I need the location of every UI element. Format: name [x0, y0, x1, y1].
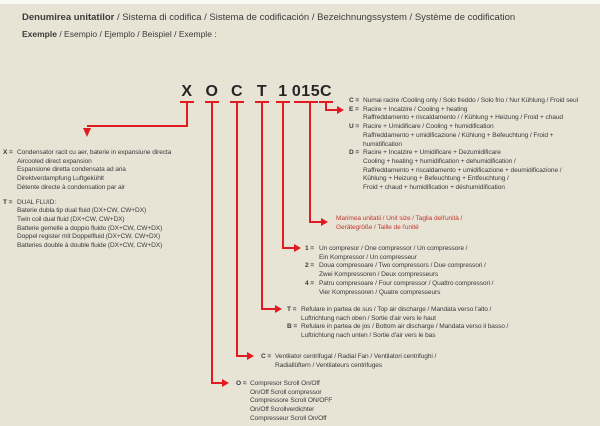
o-connector-horizontal — [211, 382, 222, 384]
discharge-connector-vertical — [261, 101, 263, 310]
fan-connector-vertical — [236, 101, 238, 357]
text-line: Patru compresoare / Four compressor / Quattro compressori / — [319, 279, 494, 287]
text-line: Batteries double à double fluide (DX+CW, CW+DX) — [17, 242, 163, 250]
legend-entry-scroll-o — [236, 380, 332, 424]
legend-lines — [301, 323, 508, 340]
legend-lines — [250, 380, 332, 424]
legend-coil-type — [3, 149, 171, 251]
text-line: Un compresor / One compressor / Un compressore / — [319, 245, 468, 252]
discharge-connector-horizontal — [261, 308, 275, 310]
code-char-compressor-count: 1 — [278, 83, 288, 100]
x-connector-horizontal — [87, 125, 188, 127]
text-line: On/Off Scroll compressor — [250, 388, 322, 396]
text-line: humidification — [363, 140, 402, 148]
legend-key: T = — [3, 198, 13, 206]
text-line: Refulare in partea de sus / Top air discharge / Mandata verso l'alto / — [301, 306, 492, 313]
code-char-air-discharge: T — [256, 83, 268, 100]
fan-connector-arrow-icon — [247, 352, 254, 360]
text-line: Racire + Incalzire / Cooling + heating — [363, 105, 468, 113]
x-connector-vertical — [186, 101, 188, 127]
count-connector-arrow-icon — [294, 244, 301, 252]
code-char-fan-type: C — [230, 83, 244, 100]
text-line: Luftrichtung nach oben / Sortie d'air vers le haut — [301, 314, 436, 322]
count-connector-horizontal — [282, 247, 294, 249]
text-line: Raffreddamento + riscaldamento / / Kühlung + Heizung / Froid + chaud — [363, 114, 563, 122]
text-line: Marimea unitatii / Unit size / Taglia dell'unità / — [336, 215, 463, 222]
legend-lines — [363, 123, 553, 149]
legend-unit-size — [336, 215, 462, 232]
text-line: Racire + Umidificare / Cooling + humidification — [363, 123, 494, 131]
legend-lines — [319, 280, 493, 297]
text-line: Condensator racit cu aer, baterie in expansiune directa — [17, 149, 172, 156]
legend-fan-type — [261, 353, 436, 370]
discharge-connector-arrow-icon — [275, 305, 282, 313]
legend-compressor-count — [305, 245, 493, 297]
text-line: Gerätegröße / Taille de l'unité — [336, 223, 419, 231]
text-line: Raffreddamento + umidificazione / Kühlung + Befeuchtung / Froid + — [363, 131, 554, 139]
text-line: Zwei Kompressoren / Deux compresseurs — [319, 271, 439, 279]
page-title-primary: Denumirea unitatilor — [22, 12, 115, 23]
legend-key: B = — [287, 323, 298, 331]
legend-key: 1 = — [305, 245, 315, 252]
text-line: Kühlung + Heizung + Befeuchtung + Entfeuchtung / — [363, 175, 509, 183]
text-line: Doppel register mit Doppelfluid (DX+CW, CW+DX) — [17, 233, 161, 241]
legend-key: 4 = — [305, 279, 315, 287]
legend-entry-mode-d — [349, 149, 578, 193]
code-char-operating-mode: C — [319, 83, 333, 100]
mode-connector-arrow-icon — [337, 106, 344, 114]
legend-key: T = — [287, 306, 297, 313]
example-caption-primary: Exemple — [22, 29, 57, 39]
legend-lines — [301, 306, 491, 323]
legend-lines — [319, 245, 467, 262]
text-line: Compresseur Scroll On/Off — [250, 414, 327, 422]
text-line: Baterie dubla tip dual fluid (DX+CW, CW+DX) — [17, 207, 147, 215]
legend-entry-x — [3, 149, 171, 193]
text-line: Luftrichtung nach unten / Sortie d'air vers le bas — [301, 332, 436, 340]
size-connector-horizontal — [309, 221, 321, 223]
legend-lines — [17, 199, 162, 251]
text-line: Refulare in partea de jos / Bottom air discharge / Mandata verso il basso / — [301, 323, 509, 331]
legend-entry-count-4 — [305, 280, 493, 297]
text-line: Radiallüftern / Ventilateurs centrifuges — [275, 361, 383, 369]
text-line: Vier Kompressoren / Quatre compresseurs — [319, 288, 441, 296]
text-line: Direktverdampfung Luftgekühlt — [17, 175, 104, 183]
text-line: On/Off Scrollverdichter — [250, 406, 315, 414]
legend-lines — [363, 149, 562, 193]
legend-entry-discharge-bottom — [287, 323, 508, 340]
legend-key: O = — [236, 380, 247, 387]
o-connector-arrow-icon — [222, 379, 229, 387]
text-line: Twin coil dual fluid (DX+CW, CW+DX) — [17, 215, 125, 223]
x-connector-arrow-icon — [83, 128, 91, 137]
text-line: Froid + chaud + humidification + déshumidification — [363, 184, 505, 192]
fan-connector-horizontal — [236, 355, 247, 357]
text-line: Raffreddamento + riscaldamento + umidificazione + deumidificazione / — [363, 166, 562, 174]
legend-lines — [363, 97, 578, 106]
legend-key: C = — [349, 97, 360, 104]
legend-entry-fan-c — [261, 353, 436, 370]
size-connector-vertical — [309, 101, 311, 223]
legend-entry-t-dual-fluid — [3, 199, 171, 251]
text-line: Batterie gemelle a doppio fluido (DX+CW, CW+DX) — [17, 224, 163, 232]
text-line: Ventilator centrifugal / Radial Fan / Ventilatori centrifughi / — [275, 353, 437, 360]
legend-entry-discharge-top — [287, 306, 508, 323]
example-caption — [22, 29, 217, 39]
legend-scroll-compressor — [236, 380, 332, 424]
page-title-translations: / Sistema di codifica / Sistema de codificación / Bezeichnungssystem / Système de codification — [114, 12, 516, 23]
legend-key: X = — [3, 149, 13, 156]
legend-air-discharge — [287, 306, 508, 341]
legend-lines — [363, 106, 563, 123]
code-char-compressor-type: O — [205, 83, 219, 100]
page-top-edge — [0, 0, 600, 4]
legend-key: C = — [261, 353, 272, 360]
text-line: Doua compresoare / Two compressors / Due compressori / — [319, 262, 486, 270]
legend-key: U = — [349, 123, 360, 131]
legend-lines — [275, 353, 436, 370]
legend-entry-count-1 — [305, 245, 493, 262]
o-connector-vertical — [211, 101, 213, 384]
legend-entry-mode-u — [349, 123, 578, 149]
code-char-coil-type: X — [181, 83, 193, 100]
legend-lines — [17, 149, 171, 193]
legend-entry-mode-e — [349, 106, 578, 123]
legend-key: D = — [349, 149, 360, 157]
text-line: Compressore Scroll ON/OFF — [250, 397, 333, 405]
legend-key: 2 = — [305, 262, 315, 270]
legend-entry-mode-c — [349, 97, 578, 106]
count-connector-vertical — [282, 101, 284, 249]
size-connector-arrow-icon — [321, 218, 328, 226]
text-line: Racire + Incalzire + Umidificare + Dezumidificare — [363, 149, 501, 157]
text-line: Compresor Scroll On/Off — [250, 380, 320, 387]
text-line: Cooling + heating + humidification + dehumidification / — [363, 157, 516, 165]
mode-connector-horizontal — [325, 109, 337, 111]
page-title — [22, 12, 515, 23]
legend-entry-count-2 — [305, 262, 493, 279]
text-line: DUAL FLUID: — [17, 198, 56, 206]
text-line: Aircooled direct expansion — [17, 157, 92, 165]
text-line: Ein Kompressor / Un compresseur — [319, 253, 417, 261]
legend-lines — [319, 262, 486, 279]
legend-operating-modes — [349, 97, 578, 193]
text-line: Espansione diretta condensata ad aria — [17, 166, 126, 174]
example-caption-translations: / Esempio / Ejemplo / Beispiel / Exemple : — [56, 29, 217, 39]
size-connector-tick — [294, 101, 318, 103]
text-line: Numai racire /Cooling only / Solo freddo / Solo frio / Nur Kühlung / Froid seul — [363, 97, 578, 104]
legend-key: E = — [349, 105, 359, 113]
text-line: Détente directe à condensation par air — [17, 183, 125, 191]
code-char-unit-size: 015 — [291, 83, 321, 100]
